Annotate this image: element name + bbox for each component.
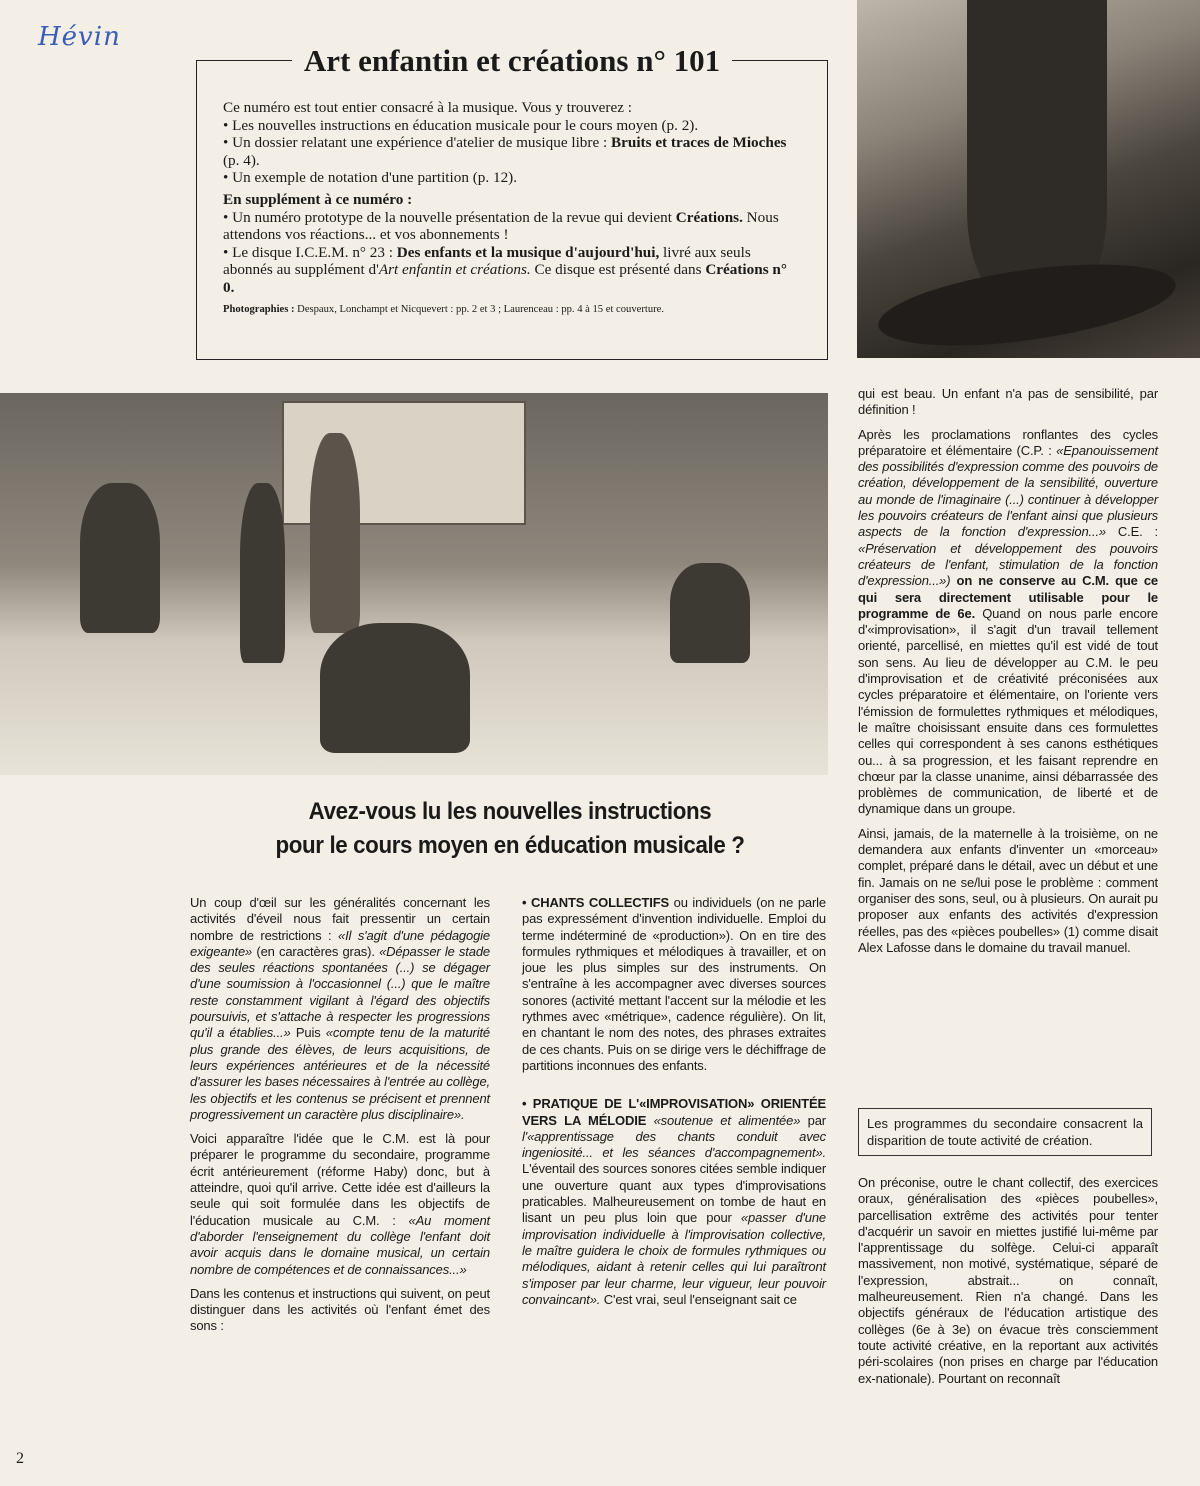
article-headline: Avez-vous lu les nouvelles instructions pour le cours moyen en éducation musicale ? — [275, 798, 745, 859]
pull-quote: Les programmes du secondaire consacrent la disparition de toute activité de création. — [858, 1108, 1152, 1156]
article-column-2 — [522, 895, 826, 1316]
photo-music-workshop — [0, 393, 828, 775]
issue-summary-box — [196, 43, 828, 360]
box-item-4: • Un numéro prototype de la nouvelle présentation de la revue qui devient Créations. Nous attendons vos réactions... et vos abonnements ! — [223, 208, 779, 244]
paragraph: • PRATIQUE DE L'«IMPROVISATION» ORIENTÉE VERS LA MÉLODIE «soutenue et alimentée» par l'«apprentissage des chants conduit avec ingeniosité... et les séances d'accompagnement». L'éventail des sources sonores citées semble indiquer une ouverture quant aux types d'improvisations praticables. Malheureusement on tombe de haut en lisant un peu plus loin que pour «passer d'une improvisation individuelle à l'improvisation collective, le maître guidera le choix de formules rythmiques ou mélodiques, aidant à retenir celles qui lui paraîtront s'imposer par leur charme, leur vigueur, leur pouvoir convaincant». C'est vrai, seul l'enseignant sait ce — [522, 1096, 826, 1307]
paragraph: Après les proclamations ronflantes des cycles préparatoire et élémentaire (C.P. : «Epanouissement des possibilités d'expression comme des pouvoirs de création, développement de la sensibilité, ouverture au monde de l'imaginaire (...) continuer à développer les pouvoirs créateurs de l'enfant ainsi que plusieurs aspects de la fonction d'expression...» C.E. : «Préservation et développement des pouvoirs créateurs de l'enfant, stimulation de la fonction d'expression...») on ne conserve au C.M. que ce qui sera directement utilisable pour le programme de 6e. Quand on nous parle encore d'«improvisation», il s'agit d'un travail tellement orienté, parcellisé, en miettes qu'il est vidé de tout son sens. Au lieu de développer au C.M. le peu d'improvisation et de créativité préconisées aux cycles préparatoire et élémentaire, on l'oriente vers l'émission de formulettes rythmiques et mélodiques, le maître choisissant ensuite dans ces formulettes celles qui correspondent à ses canons esthétiques ou... à sa progression, et les faisant reprendre en chœur par la classe unanime, ainsi débarrassée des problèmes de communication, de liberté et de dynamique dans un groupe. — [858, 426, 1158, 817]
box-intro: Ce numéro est tout entier consacré à la musique. Vous y trouverez : — [223, 99, 632, 116]
photo-child-zither — [857, 0, 1200, 358]
handwritten-annotation: Hévin — [38, 22, 121, 52]
box-supplement-heading: En supplément à ce numéro : — [223, 190, 413, 208]
box-title: Art enfantin et créations n° 101 — [292, 43, 732, 78]
page-number: 2 — [16, 1450, 24, 1467]
article-column-1 — [190, 895, 490, 1343]
box-item-5: • Le disque I.C.E.M. n° 23 : Des enfants et la musique d'aujourd'hui, livré aux seuls abonnés au supplément d'Art enfantin et créations. Ce disque est présenté dans Créations n° 0. — [223, 243, 787, 296]
photo-credits: Photographies : Despaux, Lonchampt et Nicquevert : pp. 2 et 3 ; Laurenceau : pp. 4 à 15 et couverture. — [223, 303, 664, 315]
box-item-2: • Un dossier relatant une expérience d'atelier de musique libre : Bruits et traces de Mioches (p. 4). — [223, 134, 787, 169]
paragraph: qui est beau. Un enfant n'a pas de sensibilité, par définition ! — [858, 386, 1158, 418]
paragraph: On préconise, outre le chant collectif, des exercices oraux, généralisation des «pièces poubelles», parcellisation extrême des activités pour tenter d'acquérir un savoir en miettes justifié lui-même par l'apprentissage du solfège. Celui-ci apparaît massivement, non motivé, systématique, séparé de l'expression, abstrait... on connaît, malheureusement. Rien n'a changé. Dans les objectifs généraux de l'éducation artistique des collèges (6e à 3e) on évacue très consciemment toute activité créative, en la reportant aux activités péri-scolaires (non prises en charge par l'éducation ex-nationale). Pourtant on reconnaît — [858, 1175, 1158, 1386]
paragraph: Voici apparaître l'idée que le C.M. est là pour préparer le programme du secondaire, programme écrit antérieurement (réforme Haby) donc, but à atteindre, quoi qu'il arrive. Cette idée est d'ailleurs la seule qui soit formulée dans les objectifs de l'éducation musicale au C.M. : «Au moment d'aborder l'enseignement du collège l'enfant doit avoir acquis dans le domaine musical, un certain nombre de compétences et de connaissances...» — [190, 1131, 491, 1277]
article-column-3 — [858, 386, 1158, 964]
paragraph: Un coup d'œil sur les généralités concernant les activités d'éveil nous fait pressentir un certain nombre de restrictions : «Il s'agit d'une pédagogie exigeante» (en caractères gras). «Dépasser le stade des seules réactions spontanées (...) se dégager d'une soumission à l'occasionnel (...) que le maître reste constamment vigilant à l'égard des objectifs poursuivis, et s'attache à respecter les progressions qu'il a établies...» Puis «compte tenu de la maturité plus grande des élèves, de leurs acquisitions, de leurs expériences antérieures et de la nécessité d'assurer les bases nécessaires à l'entrée au collège, les objectifs et les contenus se précisent et prennent progressivement un caractère plus disciplinaire». — [190, 895, 490, 1122]
box-item-3: • Un exemple de notation d'une partition (p. 12). — [223, 169, 518, 187]
box-item-1: • Les nouvelles instructions en éducation musicale pour le cours moyen (p. 2). — [223, 116, 699, 134]
paragraph: Ainsi, jamais, de la maternelle à la troisième, on ne demandera aux enfants d'inventer un «morceau» complet, préparé dans le détail, avec un début et une fin. Jamais on ne se/lui pose le problème : comment organiser des sons, seul, ou à plusieurs. On aurait pu proposer aux enfants des activités d'expression réelles, pas des «pièces poubelles» (1) comme disait Alex Lafosse dans le domaine du travail manuel. — [858, 825, 1158, 955]
paragraph: • CHANTS COLLECTIFS ou individuels (on ne parle pas expressément d'invention individuelle. Emploi du terme indéterminé de «production»). On en tire des formules rythmiques et mélodiques à travailler, et on joue les plus simples sur des instruments. On s'entraîne à les accompagner avec diverses sources sonores (activité mettant l'accent sur la mélodie et les rythmes avec «métrique», cadence régulière). On lit, en chantant le nom des notes, des phrases extraites de ces chants. Puis on se dirige vers le déchiffrage de partitions inconnues des enfants. — [522, 895, 826, 1073]
article-column-3-continued — [858, 1175, 1158, 1395]
paragraph: Dans les contenus et instructions qui suivent, on peut distinguer dans les activités où l'enfant émet des sons : — [190, 1285, 490, 1334]
